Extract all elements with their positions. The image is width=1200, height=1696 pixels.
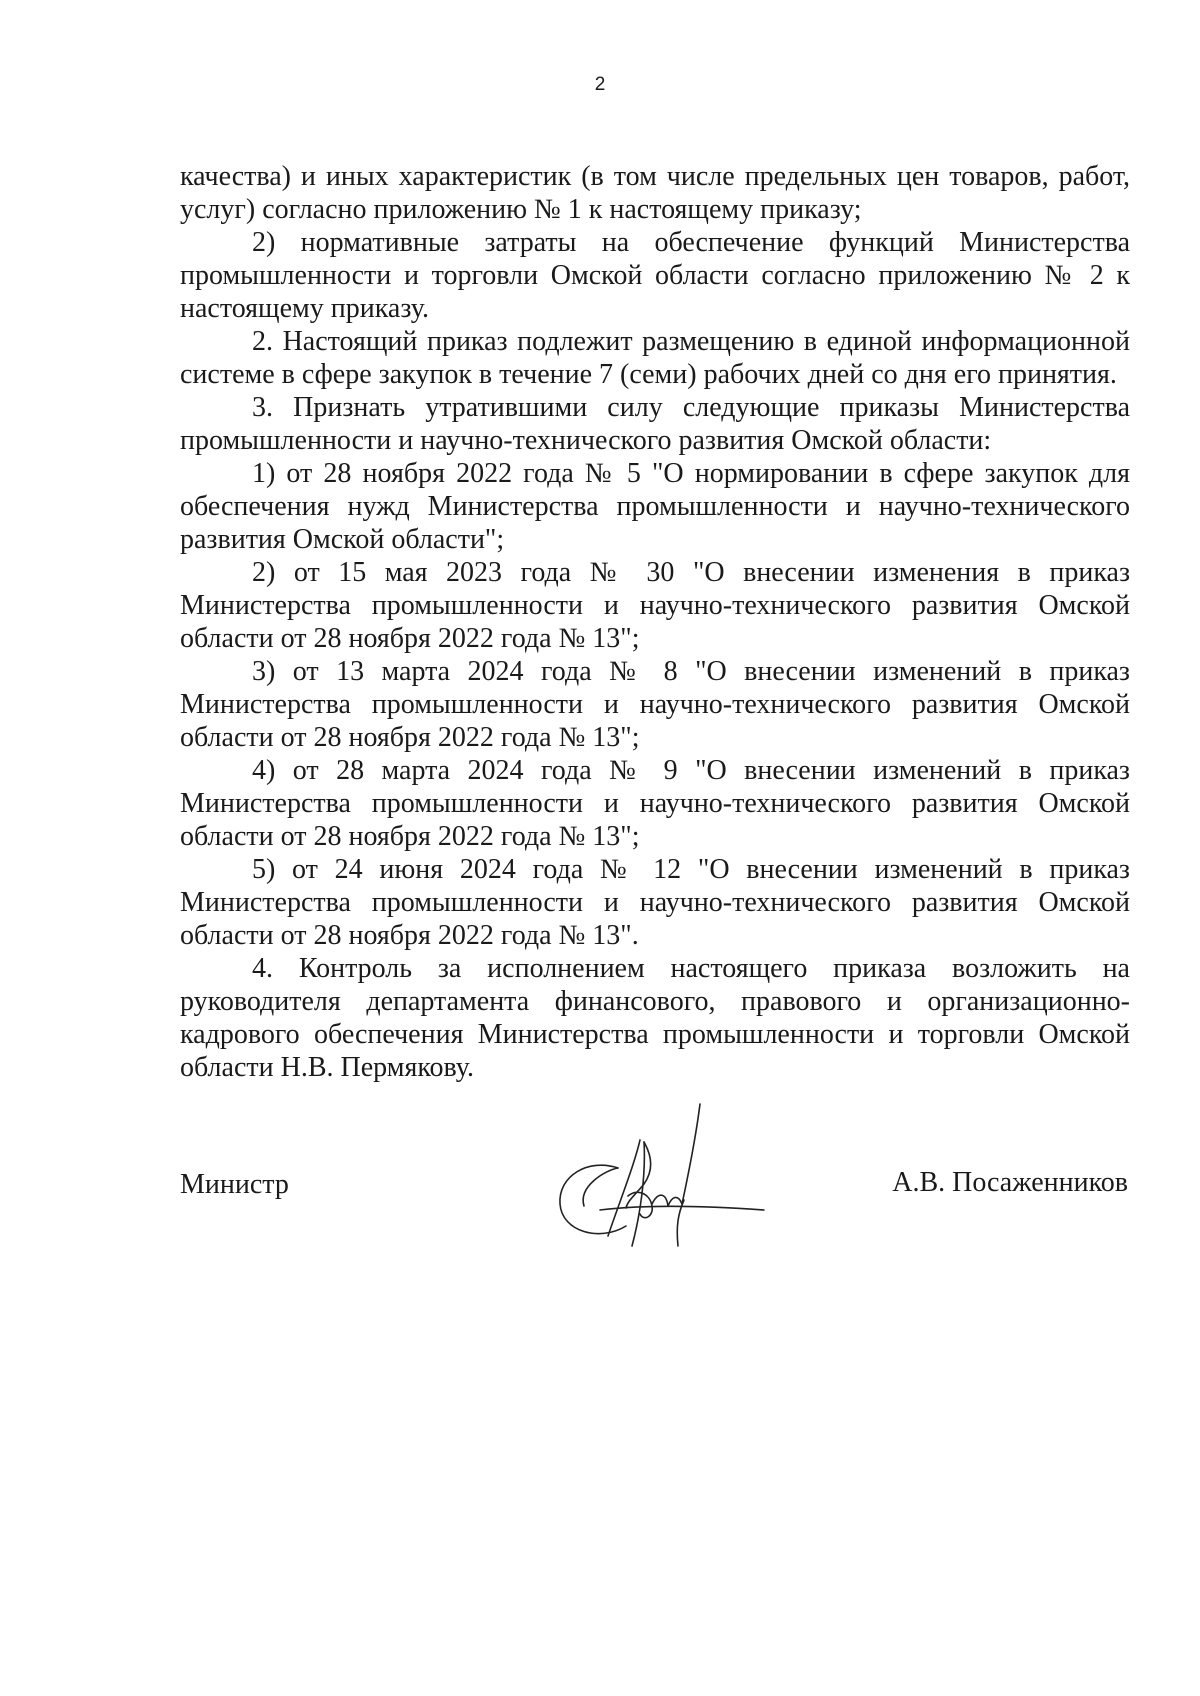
page-number: 2 <box>594 74 606 95</box>
paragraph-section-2: 2. Настоящий приказ подлежит размещению в единой информационной системе в сфере закупок в течение 7 (семи) рабочих дней со дня его принятия. <box>180 326 1130 390</box>
paragraph-repeal-1: 1) от 28 ноября 2022 года № 5 "О нормировании в сфере закупок для обеспечения нужд Министерства промышленности и научно-технического развития Омской области"; <box>180 458 1130 555</box>
paragraph-section-4: 4. Контроль за исполнением настоящего приказа возложить на руководителя департамента финансового, правового и организационно-кадрового обеспечения Министерства промышленности и торговли Омской области Н.В. Пермякову. <box>180 953 1130 1083</box>
paragraph-item-2: 2) нормативные затраты на обеспечение функций Министерства промышленности и торговли Омской области согласно приложению № 2 к настоящему приказу. <box>180 227 1130 324</box>
paragraph-repeal-4: 4) от 28 марта 2024 года № 9 "О внесении изменений в приказ Министерства промышленности и научно-технического развития Омской области от 28 ноября 2022 года № 13"; <box>180 755 1130 852</box>
paragraph-repeal-5: 5) от 24 июня 2024 года № 12 "О внесении изменений в приказ Министерства промышленности и научно-технического развития Омской области от 28 ноября 2022 года № 13". <box>180 854 1130 951</box>
handwritten-signature-icon <box>548 1096 768 1254</box>
paragraph-repeal-2: 2) от 15 мая 2023 года № 30 "О внесении изменения в приказ Министерства промышленности и научно-технического развития Омской области от 28 ноября 2022 года № 13"; <box>180 557 1130 654</box>
signatory-role: Министр <box>180 1169 289 1200</box>
paragraph-continuation: качества) и иных характеристик (в том числе предельных цен товаров, работ, услуг) согласно приложению № 1 к настоящему приказу; <box>180 161 1130 225</box>
signatory-name: А.В. Посаженников <box>892 1167 1128 1198</box>
paragraph-section-3: 3. Признать утратившими силу следующие приказы Министерства промышленности и научно-технического развития Омской области: <box>180 392 1130 456</box>
document-body <box>180 160 1130 1084</box>
paragraph-repeal-3: 3) от 13 марта 2024 года № 8 "О внесении изменений в приказ Министерства промышленности и научно-технического развития Омской области от 28 ноября 2022 года № 13"; <box>180 656 1130 753</box>
